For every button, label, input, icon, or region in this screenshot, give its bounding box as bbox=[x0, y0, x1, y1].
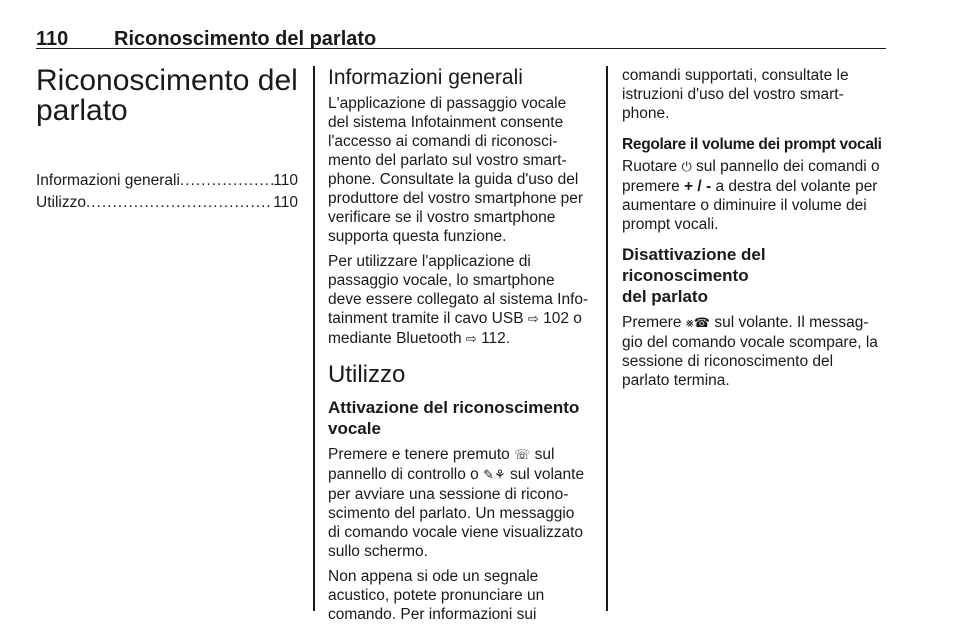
chapter-title bbox=[36, 66, 298, 126]
toc-entry-utilizzo[interactable] bbox=[36, 192, 298, 214]
toc-page: 110 bbox=[273, 172, 298, 189]
subheading-disattivazione: Disattivazione del riconoscimento del parlato bbox=[622, 245, 766, 306]
page-ref-link[interactable]: 112. bbox=[476, 330, 511, 347]
paragraph: Ruotare ⏻ sul pannello dei comandi o premere + / - a destra del volante per aumentare o diminuire il volume dei prompt vocali. bbox=[622, 158, 880, 233]
table-of-contents bbox=[36, 170, 298, 214]
heading-utilizzo: Utilizzo bbox=[328, 361, 406, 388]
paragraph: Premere ⨳☎ sul volante. Il messag- gio del comando vocale scompare, la sessione di riconoscimento del parlato termina. bbox=[622, 314, 878, 389]
paragraph: comandi supportati, consultate le istruzioni d'uso del vostro smart- phone. bbox=[622, 67, 849, 122]
arrow-icon: ⇨ bbox=[465, 332, 477, 347]
phone-icon: ☏ bbox=[514, 448, 531, 463]
arrow-icon: ⇨ bbox=[527, 312, 539, 327]
page-header bbox=[36, 8, 886, 49]
toc-leader bbox=[180, 170, 273, 192]
toc-label: Informazioni generali bbox=[36, 172, 180, 189]
toc-leader bbox=[86, 192, 273, 214]
knob-icon: ⏻ bbox=[681, 160, 692, 175]
toc-label: Utilizzo bbox=[36, 194, 86, 211]
page-number: 110 bbox=[36, 28, 69, 50]
subheading-volume: Regolare il volume dei prompt vocali bbox=[622, 136, 882, 153]
column-toc bbox=[36, 66, 298, 214]
page-ref-link[interactable]: 102 o bbox=[538, 310, 582, 327]
column-divider bbox=[313, 66, 315, 611]
volume-buttons-label: + / - bbox=[684, 178, 712, 195]
toc-page: 110 bbox=[273, 194, 298, 211]
column-main bbox=[328, 66, 590, 630]
paragraph: Non appena si ode un segnale acustico, potete pronunciare un comando. Per informazioni sui bbox=[328, 568, 545, 623]
heading-informazioni: Informazioni generali bbox=[328, 66, 523, 89]
end-call-icon: ⨳☎ bbox=[685, 316, 711, 331]
running-title: Riconoscimento del parlato bbox=[114, 28, 377, 50]
paragraph: Per utilizzare l'applicazione di passaggio vocale, lo smartphone deve essere collegato al sistema Info- tainment tramite il cavo USB ⇨ 102 o mediante Bluetooth ⇨ 112. bbox=[328, 253, 589, 347]
chapter-title-line: parlato bbox=[36, 94, 128, 127]
paragraph: Premere e tenere premuto ☏ sul pannello di controllo o ✎⚘ sul volante per avviare una sessione di ricono- scimento del parlato. Un messaggio di comando vocale viene visualizzato sullo schermo. bbox=[328, 446, 585, 560]
subheading-attivazione: Attivazione del riconoscimento vocale bbox=[328, 398, 580, 438]
column-right bbox=[622, 66, 888, 396]
toc-entry-informazioni[interactable] bbox=[36, 170, 298, 192]
paragraph: L'applicazione di passaggio vocale del sistema Infotainment consente l'accesso ai comandi di riconosci- mento del parlato sul vostro smart- phone. Consultate la guida d'uso del produttore del vostro smartphone per verificare se il vostro smartphone supporta questa funzione. bbox=[328, 95, 584, 245]
column-divider bbox=[606, 66, 608, 611]
voice-recognition-icon: ✎⚘ bbox=[483, 468, 506, 483]
chapter-title-line: Riconoscimento del bbox=[36, 64, 298, 97]
